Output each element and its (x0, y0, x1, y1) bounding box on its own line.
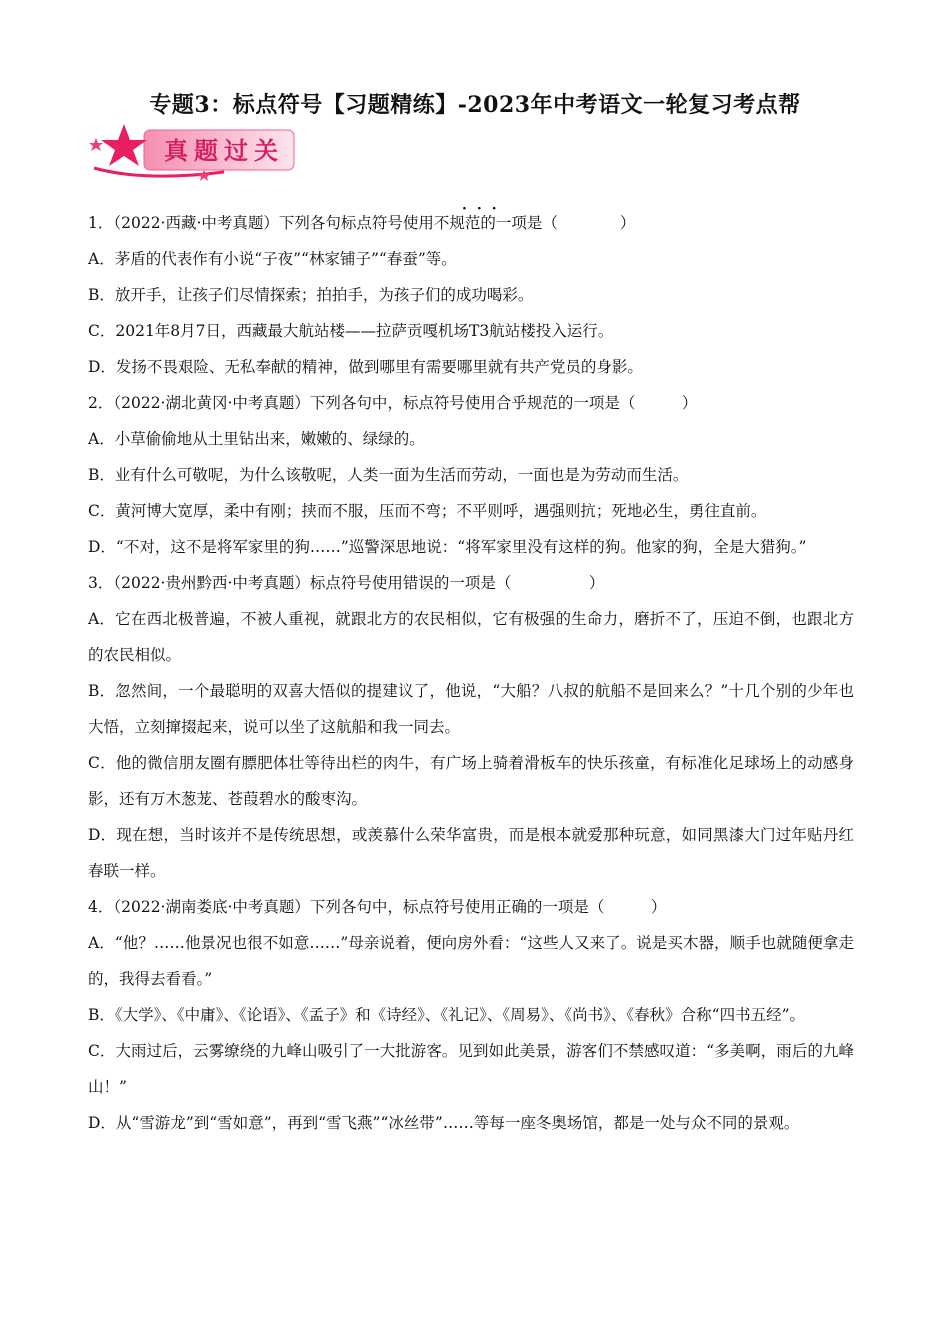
question-stem-text: 1．（2022·西藏·中考真题）下列各句标点符号使用不规范的一项是（ ） (88, 214, 636, 232)
question-stem: 2．（2022·湖北黄冈·中考真题）下列各句中，标点符号使用合乎规范的一项是（ ） (88, 394, 698, 412)
option-d: D．发扬不畏艰险、无私奉献的精神，做到哪里有需要哪里就有共产党员的身影。 (88, 358, 643, 376)
section-banner (84, 120, 304, 182)
option-b: B．业有什么可敬呢，为什么该敬呢，人类一面为生活而劳动，一面也是为劳动而生活。 (88, 466, 689, 484)
question-list (88, 201, 854, 1141)
option-d: D．从“雪游龙”到“雪如意”，再到“雪飞燕”“冰丝带”……等每一座冬奥场馆，都是一处与众不同的景观。 (88, 1114, 800, 1132)
question-stem: 4．（2022·湖南娄底·中考真题）下列各句中，标点符号使用正确的一项是（ ） (88, 898, 667, 916)
banner-label: 真题过关 (164, 137, 284, 165)
question-stem: 3．（2022·贵州黔西·中考真题）标点符号使用错误的一项是（ ） (88, 574, 605, 592)
emphasis-dots: ··· (462, 201, 507, 217)
option-c: C．黄河博大宽厚，柔中有刚；挟而不服，压而不弯；不平则呼，遇强则抗；死地必生，勇往直前。 (88, 502, 767, 520)
option-b: B．放开手，让孩子们尽情探索；拍拍手，为孩子们的成功喝彩。 (88, 286, 534, 304)
option-b: B．《大学》、《中庸》、《论语》、《孟子》和《诗经》、《礼记》、《周易》、《尚书》、《春秋》合称“四书五经”。 (88, 1006, 805, 1024)
option-a: A．“他？……他景况也很不如意……”母亲说着，便向房外看：“这些人又来了。说是买木器，顺手也就随便拿走的，我得去看看。” (88, 934, 854, 988)
option-c: C．2021年8月7日，西藏最大航站楼——拉萨贡嘎机场T3航站楼投入运行。 (88, 322, 614, 340)
option-b: B．忽然间，一个最聪明的双喜大悟似的提建议了，他说，“大船？八叔的航船不是回来么？”十几个别的少年也大悟，立刻撺掇起来，说可以坐了这航船和我一同去。 (88, 682, 854, 736)
option-c: C．大雨过后，云雾缭绕的九峰山吸引了一大批游客。见到如此美景，游客们不禁感叹道：“多美啊，雨后的九峰山！” (88, 1042, 854, 1096)
question-1 (88, 201, 854, 385)
option-a: A．小草偷偷地从土里钻出来，嫩嫩的、绿绿的。 (88, 430, 425, 448)
option-a: A．它在西北极普遍，不被人重视，就跟北方的农民相似，它有极强的生命力，磨折不了，压迫不倒，也跟北方的农民相似。 (88, 610, 854, 664)
question-2 (88, 385, 854, 565)
question-4 (88, 889, 854, 1141)
option-d: D．“不对，这不是将军家里的狗……”巡警深思地说：“将军家里没有这样的狗。他家的狗，全是大猎狗。” (88, 538, 807, 556)
question-3 (88, 565, 854, 889)
page-title: 专题3：标点符号【习题精练】-2023年中考语文一轮复习考点帮 (149, 92, 801, 118)
option-d: D．现在想，当时该并不是传统思想，或羡慕什么荣华富贵，而是根本就爱那种玩意，如同黑漆大门过年贴丹红春联一样。 (88, 826, 854, 880)
option-c: C．他的微信朋友圈有膘肥体壮等待出栏的肉牛，有广场上骑着滑板车的快乐孩童，有标准化足球场上的动感身影，还有万木葱茏、苍葭碧水的酸枣沟。 (88, 754, 854, 808)
option-a: A．茅盾的代表作有小说“子夜”“林家铺子”“春蚕”等。 (88, 250, 457, 268)
question-stem (88, 201, 854, 241)
